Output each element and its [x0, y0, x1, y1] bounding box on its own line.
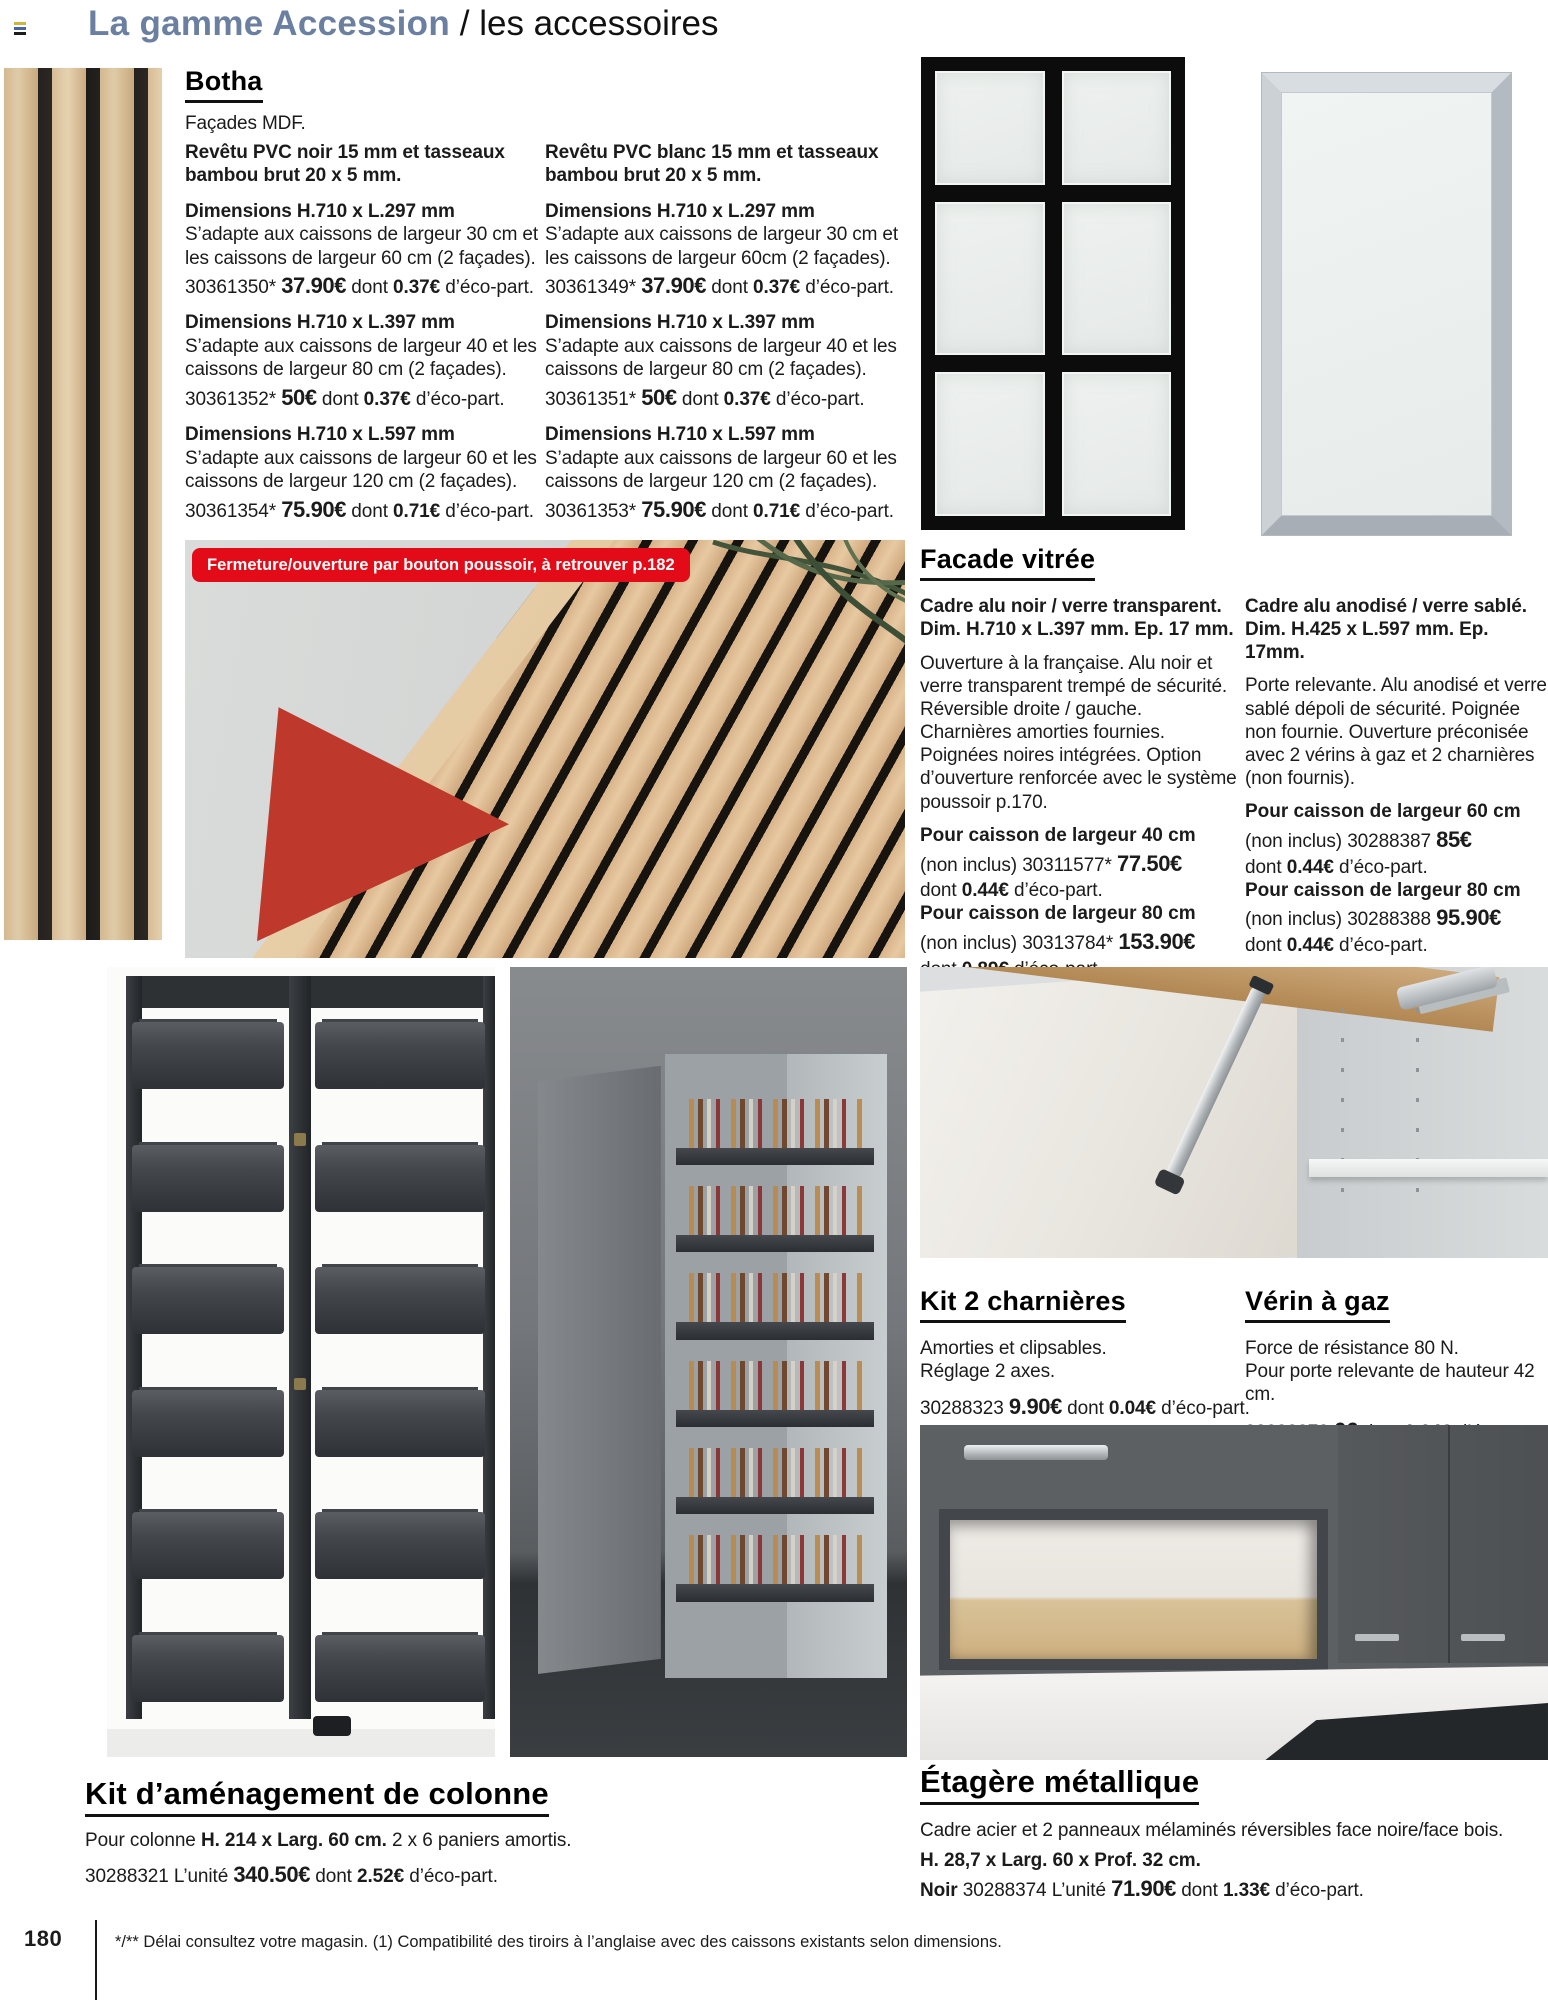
photo-column-baskets-open — [107, 967, 495, 1757]
basket-tray — [315, 1512, 486, 1579]
product-block — [545, 201, 903, 300]
verin-title: Vérin à gaz — [1245, 1288, 1390, 1323]
plant-icon — [693, 540, 905, 684]
price-line: 30361352* 50€ dont 0.37€ d’éco-part. — [185, 384, 505, 410]
floor — [107, 1729, 495, 1757]
product-dimensions: Dimensions H.710 x L.597 mm — [185, 424, 455, 446]
facade-lead: Cadre alu anodisé / verre sablé. — [1245, 596, 1527, 617]
glass-pane — [935, 71, 1045, 185]
product-block — [185, 424, 543, 523]
product-block — [185, 201, 543, 300]
print-registration-mark-icon — [14, 22, 28, 38]
basket-row — [107, 1145, 495, 1212]
product-block — [545, 424, 903, 523]
price-line: (non inclus) 30313784* 153.90€ — [920, 928, 1196, 954]
offer-block — [920, 825, 1238, 903]
door-handle — [1461, 1634, 1505, 1641]
shelf-niche — [950, 1520, 1317, 1659]
price-line: 30361353* 75.90€ dont 0.71€ d’éco-part. — [545, 496, 894, 522]
section-kit-colonne — [85, 1778, 805, 1889]
price-line: 30361351* 50€ dont 0.37€ d’éco-part. — [545, 384, 865, 410]
basket-tray — [132, 1022, 283, 1089]
price-line: (non inclus) 30288387 85€ — [1245, 827, 1472, 853]
offer-block — [1245, 880, 1548, 958]
photo-column-baskets-cabinet — [510, 967, 907, 1757]
section-facade-heading — [920, 546, 1095, 581]
basket-tray — [132, 1635, 283, 1702]
wall-cabinet-doors — [1338, 1425, 1548, 1663]
facade-column-anodise — [1245, 596, 1548, 958]
photo-lift-up-door-hardware — [920, 967, 1548, 1258]
offer-head: Pour caisson de largeur 60 cm — [1245, 801, 1521, 823]
reg-bar-yellow — [14, 22, 26, 25]
jars — [684, 1448, 866, 1497]
eco-line: dont 0.44€ d’éco-part. — [920, 880, 1103, 902]
photo-metal-shelf-niche — [920, 1425, 1548, 1760]
price-line: 30361354* 75.90€ dont 0.71€ d’éco-part. — [185, 496, 534, 522]
offer-head: Pour caisson de largeur 80 cm — [920, 903, 1196, 925]
facade-lead: Cadre alu noir / verre transparent. — [920, 596, 1222, 617]
door-handle — [1355, 1634, 1399, 1641]
basket-tray — [315, 1390, 486, 1457]
product-dimensions: Dimensions H.710 x L.397 mm — [545, 312, 815, 334]
botha-column-black — [185, 142, 543, 523]
facade-title: Facade vitrée — [920, 546, 1095, 581]
drawer-handle — [964, 1445, 1108, 1460]
product-block — [185, 312, 543, 411]
basket-shelf — [676, 1148, 874, 1165]
basket-row — [107, 1267, 495, 1334]
promo-banner: Fermeture/ouverture par bouton poussoir, à retrouver p.182 — [192, 548, 690, 582]
page-title-rest: les accessoires — [479, 4, 719, 43]
basket-shelf — [676, 1410, 874, 1427]
facade-lead: Dim. H.425 x L.597 mm. Ep. 17mm. — [1245, 618, 1489, 663]
product-description: S’adapte aux caissons de largeur 40 et les caissons de largeur 80 cm (2 façades). — [185, 336, 537, 381]
botha-title: Botha — [185, 68, 263, 103]
kit-title: Kit 2 charnières — [920, 1288, 1126, 1323]
cabinet-door-panel — [538, 1066, 661, 1674]
eco-line: dont 0.44€ d’éco-part. — [1245, 856, 1428, 878]
shelf-frame — [939, 1509, 1328, 1670]
page-number: 180 — [24, 1926, 63, 1951]
botha-intro: Revêtu PVC blanc 15 mm et tasseaux bambou brut 20 x 5 mm. — [545, 142, 879, 186]
basket-tray — [132, 1512, 283, 1579]
botha-column-white — [545, 142, 903, 523]
offer-head: Pour caisson de largeur 40 cm — [920, 824, 1196, 846]
cabinet-interior — [665, 1054, 887, 1678]
section-botha-heading — [185, 68, 263, 103]
caster — [313, 1716, 352, 1737]
price-line: 30361350* 37.90€ dont 0.37€ d’éco-part. — [185, 272, 534, 298]
footer-divider — [95, 1920, 97, 2000]
door-gap — [1448, 1425, 1450, 1663]
colonne-title: Kit d’aménagement de colonne — [85, 1778, 549, 1817]
kit-desc: Réglage 2 axes. — [920, 1361, 1056, 1383]
basket-shelf — [676, 1497, 874, 1514]
photo-wood-slat-strip — [4, 68, 162, 940]
colonne-desc: Pour colonne H. 214 x Larg. 60 cm. 2 x 6 paniers amortis. — [85, 1830, 572, 1851]
eco-line: dont 0.44€ d’éco-part. — [1245, 935, 1428, 957]
page-title-accent: La gamme Accession — [88, 4, 451, 43]
basket-tray — [315, 1022, 486, 1089]
offer-head: Pour caisson de largeur 80 cm — [1245, 879, 1521, 901]
glass-pane — [935, 202, 1045, 355]
jars — [684, 1535, 866, 1584]
price-line: 30361349* 37.90€ dont 0.37€ d’éco-part. — [545, 272, 894, 298]
etagere-dimensions: H. 28,7 x Larg. 60 x Prof. 32 cm. — [920, 1850, 1201, 1872]
price-line: (non inclus) 30288388 95.90€ — [1245, 905, 1501, 931]
glass-pane — [1062, 71, 1172, 185]
basket-tray — [315, 1145, 486, 1212]
basket-tray — [132, 1267, 283, 1334]
hinge-detail — [294, 1133, 306, 1146]
jars — [684, 1186, 866, 1235]
reg-bar-blue — [14, 27, 26, 30]
photo-glass-door-anodised-frame — [1262, 73, 1511, 535]
product-description: S’adapte aux caissons de largeur 30 cm et les caissons de largeur 60 cm (2 façades). — [185, 224, 538, 269]
price-line: Noir 30288374 L’unité 71.90€ dont 1.33€ d’éco-part. — [920, 1875, 1364, 1901]
photo-glass-door-black-frame — [921, 57, 1185, 530]
botha-intro: Revêtu PVC noir 15 mm et tasseaux bambou brut 20 x 5 mm. — [185, 142, 505, 186]
product-block — [545, 312, 903, 411]
product-description: S’adapte aux caissons de largeur 60 et les caissons de largeur 120 cm (2 façades). — [185, 448, 537, 493]
basket-shelf — [676, 1235, 874, 1252]
kit-desc: Amorties et clipsables. — [920, 1338, 1107, 1359]
glass-pane — [1062, 202, 1172, 355]
facade-lead: Dim. H.710 x L.397 mm. Ep. 17 mm. — [920, 618, 1234, 640]
section-etagere — [920, 1766, 1548, 1903]
reg-bar-black — [14, 32, 26, 35]
product-dimensions: Dimensions H.710 x L.597 mm — [545, 424, 815, 446]
facade-body: Ouverture à la française. Alu noir et verre transparent trempé de sécurité. Réversible droite / gauche. Charnières amorties fournies. Poignées noires intégrées. Option d’ouverture renforcée avec le système poussoir p.170. — [920, 652, 1237, 813]
section-kit-charnieres — [920, 1288, 1250, 1421]
basket-shelf — [676, 1584, 874, 1601]
basket-tray — [315, 1267, 486, 1334]
etagere-desc: Cadre acier et 2 panneaux mélaminés réversibles face noire/face bois. — [920, 1820, 1504, 1841]
photo-botha-lifestyle — [185, 540, 905, 958]
basket-tray — [315, 1635, 486, 1702]
basket-row — [107, 1022, 495, 1089]
verin-desc: Pour porte relevante de hauteur 42 cm. — [1245, 1361, 1535, 1406]
product-dimensions: Dimensions H.710 x L.297 mm — [185, 200, 455, 222]
product-description: S’adapte aux caissons de largeur 30 cm et les caissons de largeur 60cm (2 façades). — [545, 224, 898, 269]
basket-tray — [132, 1145, 283, 1212]
footer-note: */** Délai consultez votre magasin. (1) Compatibilité des tiroirs à l’anglaise avec des caissons existants selon dimensions. — [115, 1933, 1002, 1951]
page-title — [88, 0, 718, 48]
facade-column-noir — [920, 596, 1238, 981]
product-description: S’adapte aux caissons de largeur 60 et les caissons de largeur 120 cm (2 façades). — [545, 448, 897, 493]
basket-row — [107, 1635, 495, 1702]
basket-row — [107, 1512, 495, 1579]
botha-subtitle: Façades MDF. — [185, 113, 306, 134]
frame-top-rail — [126, 976, 495, 1008]
page-title-separator: / — [450, 4, 480, 43]
product-dimensions: Dimensions H.710 x L.297 mm — [545, 200, 815, 222]
section-verin-gaz — [1245, 1288, 1548, 1444]
basket-row — [107, 1390, 495, 1457]
product-description: S’adapte aux caissons de largeur 40 et les caissons de largeur 80 cm (2 façades). — [545, 336, 897, 381]
glass-pane — [1062, 372, 1172, 516]
price-line: 30288321 L’unité 340.50€ dont 2.52€ d’éco-part. — [85, 1861, 498, 1887]
basket-shelf — [676, 1322, 874, 1339]
facade-body: Porte relevante. Alu anodisé et verre sablé dépoli de sécurité. Poignée non fournie. Ouverture préconisée avec 2 vérins à gaz et 2 charnières (non fournis). — [1245, 675, 1547, 790]
white-shelf — [1309, 1159, 1548, 1176]
jars — [684, 1273, 866, 1322]
offer-block — [1245, 801, 1548, 879]
product-dimensions: Dimensions H.710 x L.397 mm — [185, 312, 455, 334]
etagere-title: Étagère métallique — [920, 1766, 1199, 1805]
hinge-detail — [294, 1378, 306, 1391]
jars — [684, 1361, 866, 1410]
verin-desc: Force de résistance 80 N. — [1245, 1338, 1459, 1359]
jars — [684, 1099, 866, 1148]
basket-tray — [132, 1390, 283, 1457]
price-line: (non inclus) 30311577* 77.50€ — [920, 850, 1182, 876]
glass-pane — [935, 372, 1045, 516]
price-line: 30288323 9.90€ dont 0.04€ d’éco-part. — [920, 1394, 1250, 1420]
